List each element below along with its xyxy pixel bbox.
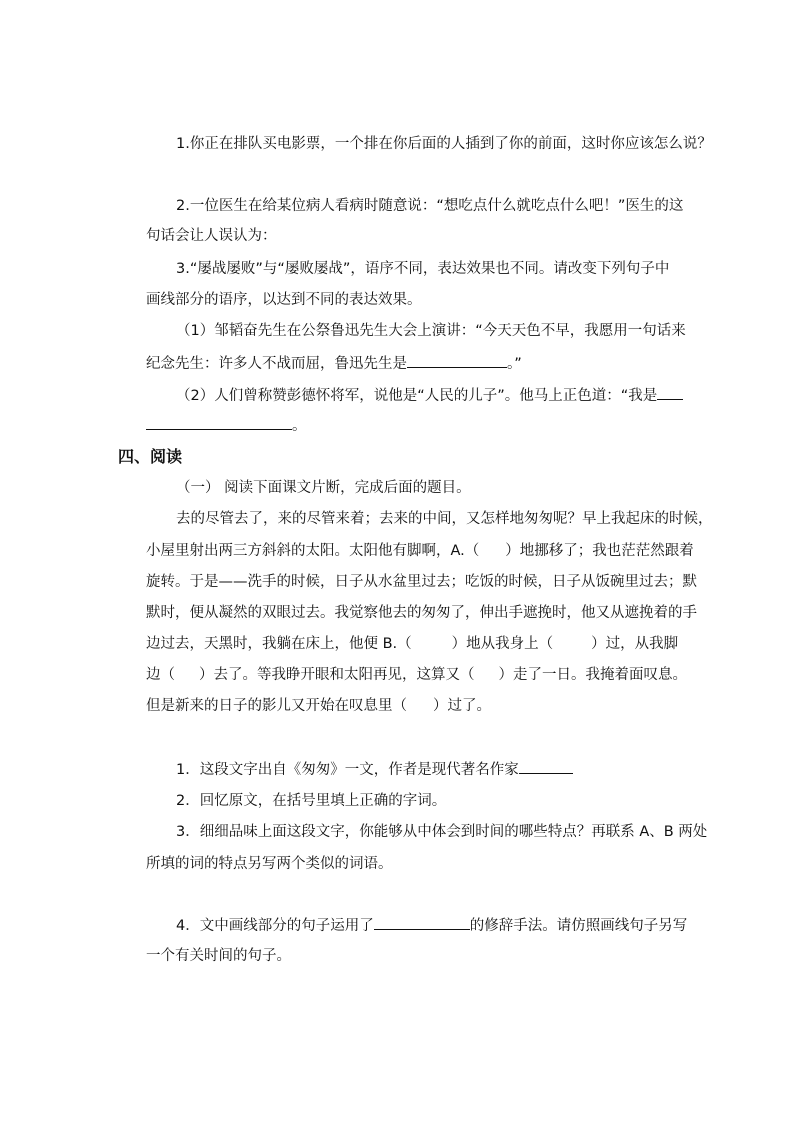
section-heading: 四、阅读 [118, 447, 183, 466]
q3-sub1-line2 [146, 353, 522, 374]
passage-text: 小屋里射出两三方斜斜的太阳。太阳他有脚啊，A.（ [146, 543, 480, 559]
passage-line1: 去的尽管去了，来的尽管来着；去来的中间，又怎样地匆匆呢？早上我起床的时候， [176, 511, 713, 527]
passage-text: ）去了。等我睁开眼和太阳再见，这算又（ [199, 667, 475, 683]
q3-sub1-line1: （1）邹韬奋先生在公祭鲁迅先生大会上演讲：“今天天色不早，我愿用一句话来 [176, 323, 686, 339]
answer-blank[interactable] [146, 415, 292, 430]
q3-sub2-text: （2）人们曾称赞彭德怀将军，说他是“人民的儿子”。他马上正色道：“我是 [176, 388, 658, 404]
question3-line2: 所填的词的特点另写两个类似的词语。 [146, 856, 393, 872]
question3-line1: 3．细细品味上面这段文字，你能够从中体会到时间的哪些特点？再联系 A、B 两处 [176, 824, 708, 840]
passage-line3: 旋转。于是——洗手的时候，日子从水盆里过去；吃饭的时候，日子从饭碗里过去；默 [146, 574, 697, 590]
passage-text: 边过去，天黑时，我躺在床上，他便 B.（ [146, 636, 412, 652]
q3-text-line1: 3.“屡战屡败”与“屡败屡战”，语序不同，表达效果也不同。请改变下列句子中 [176, 261, 670, 277]
q3-sub1-text: 纪念先生：许多人不战而屈，鲁迅先生是 [146, 356, 407, 372]
question4-line2: 一个有关时间的句子。 [146, 948, 291, 964]
passage-line5 [146, 634, 678, 654]
passage-line4: 默时，便从凝然的双眼过去。我觉察他去的匆匆了，伸出手遮挽时，他又从遮挽着的手 [146, 605, 697, 621]
passage-text: ）过，从我脚 [591, 636, 679, 652]
passage-text: ）地从我身上（ [451, 636, 554, 652]
passage-text: ）地挪移了；我也茫茫然跟着 [505, 543, 694, 559]
q3-text-line2: 画线部分的语序，以达到不同的表达效果。 [146, 292, 422, 308]
q3-sub2-line1 [176, 385, 683, 406]
answer-blank[interactable] [374, 915, 470, 930]
passage-text: 但是新来的日子的影儿又开始在叹息里（ [146, 698, 407, 714]
answer-blank[interactable] [519, 759, 573, 774]
q3-sub1-end: 。” [507, 356, 522, 372]
answer-blank[interactable] [407, 353, 507, 368]
passage-text: ）走了一日。我掩着面叹息。 [498, 667, 687, 683]
passage-line7 [146, 696, 491, 716]
passage-line2 [146, 541, 694, 561]
q2-text-line2: 句话会让人误认为： [146, 228, 277, 244]
question4-line1 [176, 915, 687, 936]
q1-text: 1.你正在排队买电影票，一个排在你后面的人插到了你的前面，这时你应该怎么说？ [176, 136, 712, 152]
answer-blank[interactable] [657, 385, 683, 400]
section-intro: （一） 阅读下面课文片断，完成后面的题目。 [176, 480, 471, 496]
question-text: 4．文中画线部分的句子运用了 [176, 918, 374, 934]
passage-text: ）过了。 [433, 698, 491, 714]
passage-line6 [146, 665, 687, 685]
q3-sub2-end: 。 [292, 418, 307, 434]
question1 [176, 759, 573, 780]
q3-sub2-line2 [146, 415, 307, 436]
q2-text-line1: 2.一位医生在给某位病人看病时随意说：“想吃点什么就吃点什么吧！”医生的这 [176, 198, 684, 214]
question-text: 1．这段文字出自《匆匆》一文，作者是现代著名作家 [176, 762, 519, 778]
question-text: 的修辞手法。请仿照画线句子另写 [469, 918, 688, 934]
question2: 2．回忆原文，在括号里填上正确的字词。 [176, 793, 447, 809]
passage-text: 边（ [146, 667, 175, 683]
